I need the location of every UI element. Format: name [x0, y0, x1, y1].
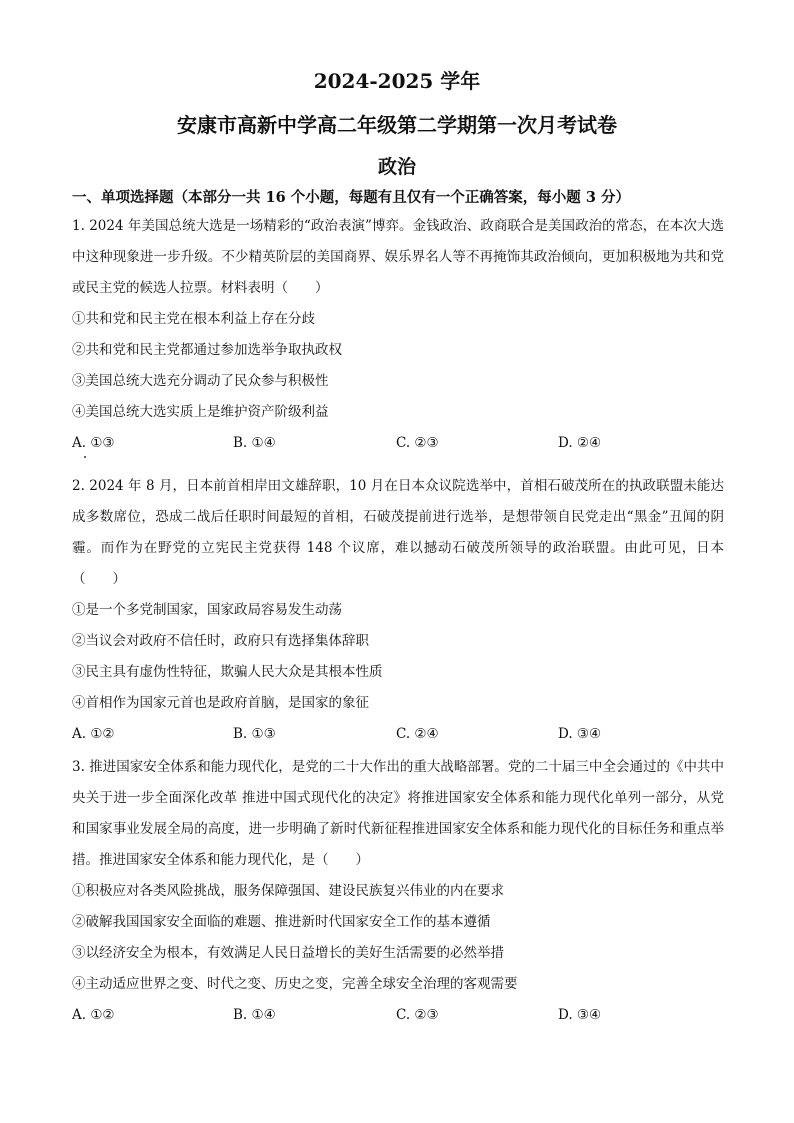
exam-subject: 政治: [377, 156, 416, 178]
statement-4: ④首相作为国家元首也是政府首脑，是国家的象征: [72, 695, 369, 711]
choice-a: A. ①②: [72, 1007, 115, 1023]
question-3: [72, 752, 724, 1031]
answer-choices: [72, 428, 724, 459]
choice-a: A. ①③: [72, 435, 115, 451]
question-stem: 2. 2024 年 8 月，日本前首相岸田文雄辞职，10 月在日本众议院选举中，首相石破茂所在的执政联盟未能达成多数席位，恐成二战后任职时间最短的首相，石破茂提前进行选举，是想带领自民党走出“黑金”丑闻的阴霾。而作为在野党的立宪民主党获得 148 个议席，难以撼动石破茂所领导的政治联盟。由此可见，日本（ ）: [72, 478, 724, 587]
statement-2: ②破解我国国家安全面临的难题、推进新时代国家安全工作的基本遵循: [72, 914, 491, 930]
choice-c: C. ②④: [396, 726, 439, 742]
choice-c: C. ②③: [396, 435, 439, 451]
statement-3: ③民主具有虚伪性特征，欺骗人民大众是其根本性质: [72, 664, 383, 680]
question-stem: 3. 推进国家安全体系和能力现代化，是党的二十大作出的重大战略部署。党的二十届三中全会通过的《中共中央关于进一步全面深化改革 推进中国式现代化的决定》将推进国家安全体系和能力现代化单列一部分，从党和国家事业发展全局的高度，进一步明确了新时代新征程推进国家安全体系和能力现代化的目标任务和重点举措。推进国家安全体系和能力现代化，是（ ）: [72, 759, 724, 868]
exam-year: 2024-2025 学年: [313, 69, 481, 93]
statement-2: ②共和党和民主党都通过参加选举争取执政权: [72, 342, 342, 358]
section-title: 一、单项选择题（本部分一共 16 个小题，每题有且仅有一个正确答案，每小题 3 分）: [72, 189, 630, 206]
statement-4: ④美国总统大选实质上是维护资产阶级利益: [72, 404, 329, 420]
answer-choices: [72, 1000, 724, 1031]
question-2: [72, 471, 724, 750]
choice-d: D. ②④: [558, 435, 602, 451]
statement-3: ③美国总统大选充分调动了民众参与积极性: [72, 373, 329, 389]
answer-choices: [72, 719, 724, 750]
choice-b: B. ①④: [233, 1007, 276, 1023]
choice-c: C. ②③: [396, 1007, 439, 1023]
stray-mark: [84, 456, 86, 458]
question-stem: 1. 2024 年美国总统大选是一场精彩的“政治表演”博弈。金钱政治、政商联合是美国政治的常态，在本次大选中这种现象进一步升级。不少精英阶层的美国商界、娱乐界名人等不再掩饰其政治倾向，更加积极地为共和党或民主党的候选人拉票。材料表明（ ）: [72, 218, 724, 296]
exam-title: 安康市高新中学高二年级第二学期第一次月考试卷: [177, 113, 617, 137]
statement-4: ④主动适应世界之变、时代之变、历史之变，完善全球安全治理的客观需要: [72, 976, 518, 992]
choice-a: A. ①②: [72, 726, 115, 742]
choice-d: D. ③④: [558, 726, 602, 742]
question-1: [72, 211, 724, 459]
statement-1: ①是一个多党制国家，国家政局容易发生动荡: [72, 602, 342, 618]
statement-1: ①积极应对各类风险挑战，服务保障强国、建设民族复兴伟业的内在要求: [72, 883, 504, 899]
statement-1: ①共和党和民主党在根本利益上存在分歧: [72, 311, 315, 327]
choice-d: D. ③④: [558, 1007, 602, 1023]
statement-3: ③以经济安全为根本，有效满足人民日益增长的美好生活需要的必然举措: [72, 945, 504, 961]
choice-b: B. ①③: [233, 726, 276, 742]
statement-2: ②当议会对政府不信任时，政府只有选择集体辞职: [72, 633, 369, 649]
choice-b: B. ①④: [233, 435, 276, 451]
